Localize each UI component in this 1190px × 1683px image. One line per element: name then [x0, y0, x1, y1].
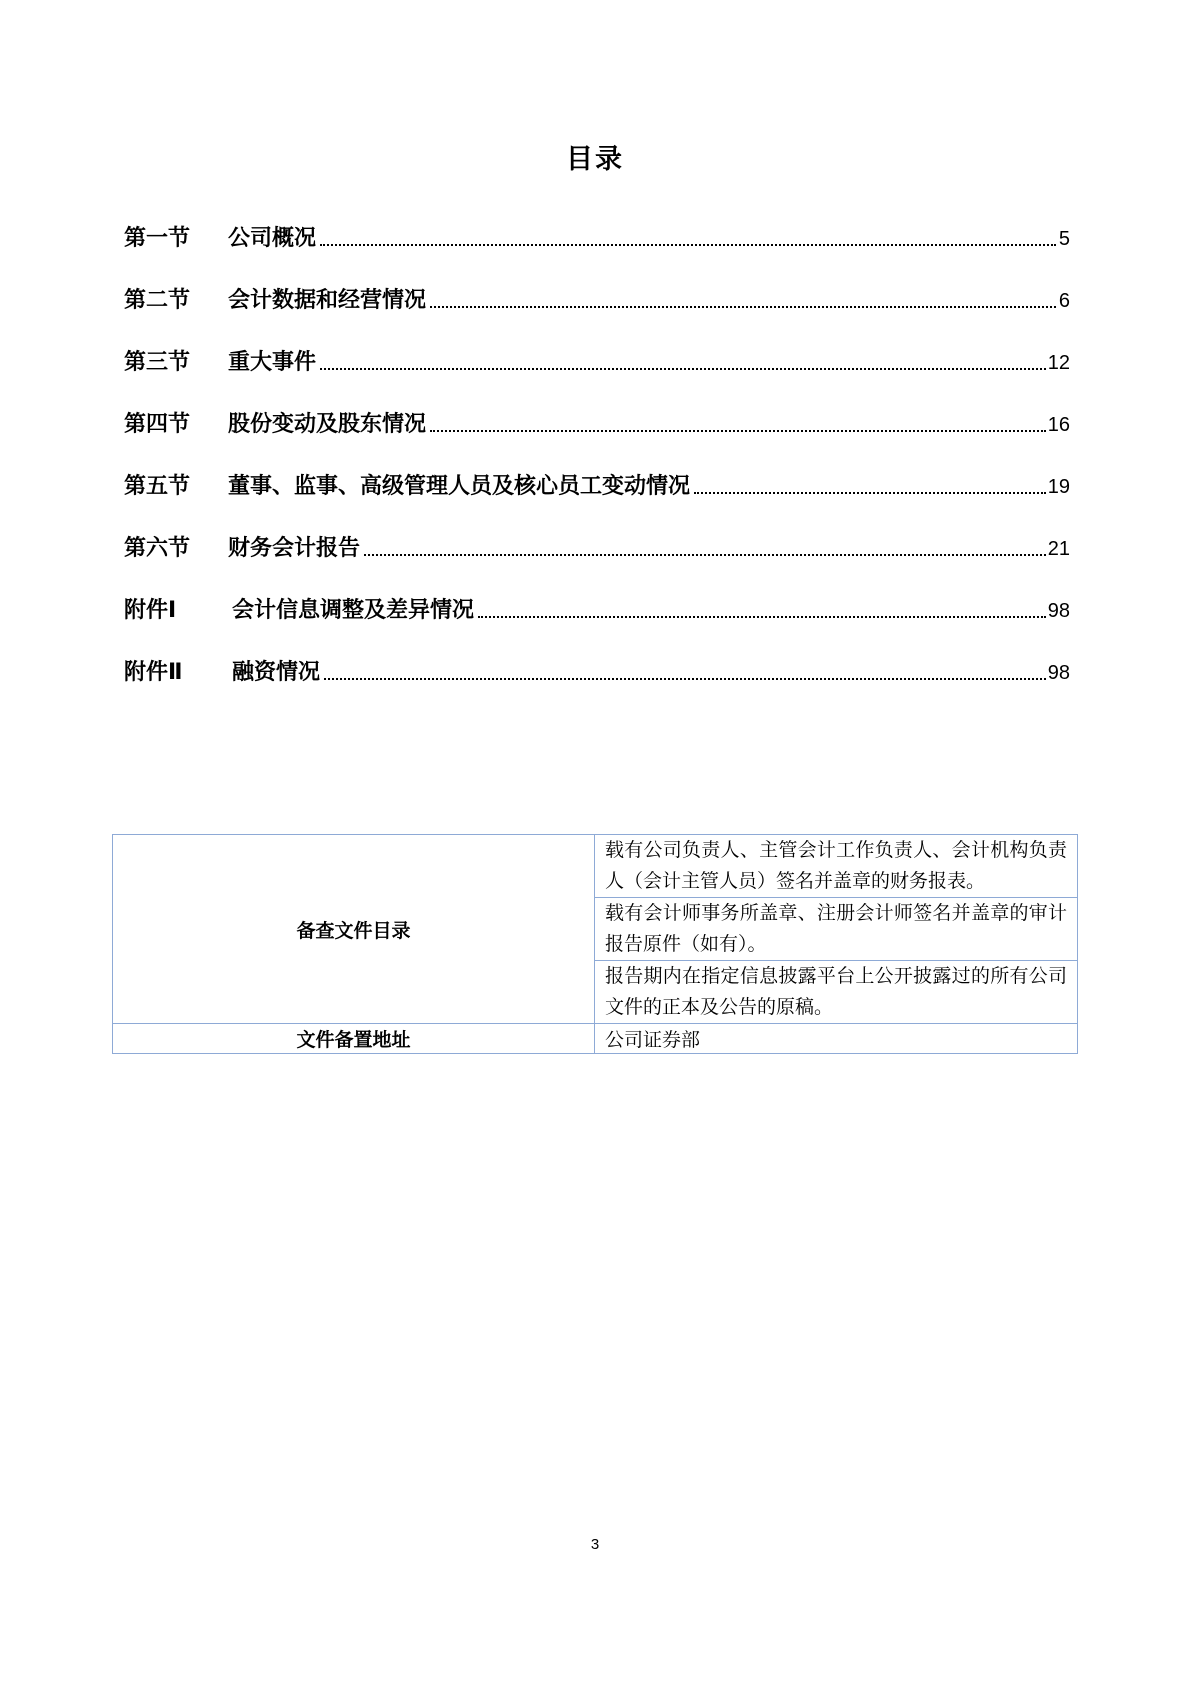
toc-section-number: 第四节 — [124, 412, 191, 437]
toc-section-title: 重大事件 — [228, 350, 317, 375]
toc-section-number: 第二节 — [124, 288, 191, 313]
toc-section-title: 董事、监事、高级管理人员及核心员工变动情况 — [228, 474, 691, 499]
toc-entry[interactable] — [124, 404, 1070, 440]
page-number: 3 — [590, 1536, 600, 1553]
address-heading: 文件备置地址 — [113, 1024, 595, 1054]
reference-doc-item: 载有公司负责人、主管会计工作负责人、会计机构负责人（会计主管人员）签名并盖章的财务报表。 — [595, 835, 1078, 898]
toc-page-number: 19 — [1047, 476, 1070, 498]
toc-page-number: 98 — [1047, 600, 1070, 622]
toc-section-title: 公司概况 — [228, 226, 317, 251]
toc-section-number: 第一节 — [124, 226, 191, 251]
toc-entry[interactable] — [124, 652, 1070, 688]
toc-dot-leader — [694, 492, 1046, 494]
reference-documents-table — [112, 834, 1078, 1054]
toc-entry[interactable] — [124, 528, 1070, 564]
toc-entry[interactable] — [124, 590, 1070, 626]
toc-section-number: 第六节 — [124, 536, 191, 561]
toc-dot-leader — [320, 368, 1046, 370]
address-value: 公司证券部 — [595, 1024, 1078, 1054]
toc-page-number: 6 — [1058, 290, 1070, 312]
toc-dot-leader — [320, 244, 1056, 246]
table-row — [113, 1024, 1078, 1054]
toc-dot-leader — [324, 678, 1046, 680]
toc-section-title: 会计信息调整及差异情况 — [232, 598, 475, 623]
toc-dot-leader — [478, 616, 1046, 618]
reference-doc-item: 载有会计师事务所盖章、注册会计师签名并盖章的审计报告原件（如有）。 — [595, 898, 1078, 961]
toc-page-number: 16 — [1047, 414, 1070, 436]
toc-page-number: 12 — [1047, 352, 1070, 374]
toc-entry[interactable] — [124, 218, 1070, 254]
toc-entry[interactable] — [124, 280, 1070, 316]
toc-section-number: 附件Ⅱ — [124, 660, 183, 685]
toc-entry[interactable] — [124, 466, 1070, 502]
toc-page-number: 21 — [1047, 538, 1070, 560]
toc-section-number: 第三节 — [124, 350, 191, 375]
toc-page-number: 98 — [1047, 662, 1070, 684]
toc-page-number: 5 — [1058, 228, 1070, 250]
toc-entry[interactable] — [124, 342, 1070, 378]
toc-section-number: 附件Ⅰ — [124, 598, 177, 623]
toc-dot-leader — [430, 306, 1056, 308]
toc-section-title: 会计数据和经营情况 — [228, 288, 427, 313]
table-row — [113, 835, 1078, 898]
toc-section-number: 第五节 — [124, 474, 191, 499]
toc-dot-leader — [364, 554, 1046, 556]
toc-section-title: 融资情况 — [232, 660, 321, 685]
toc-section-title: 股份变动及股东情况 — [228, 412, 427, 437]
toc-section-title: 财务会计报告 — [228, 536, 361, 561]
reference-docs-heading: 备查文件目录 — [113, 835, 595, 1024]
toc-dot-leader — [430, 430, 1046, 432]
reference-doc-item: 报告期内在指定信息披露平台上公开披露过的所有公司文件的正本及公告的原稿。 — [595, 961, 1078, 1024]
page-title: 目录 — [566, 144, 624, 175]
